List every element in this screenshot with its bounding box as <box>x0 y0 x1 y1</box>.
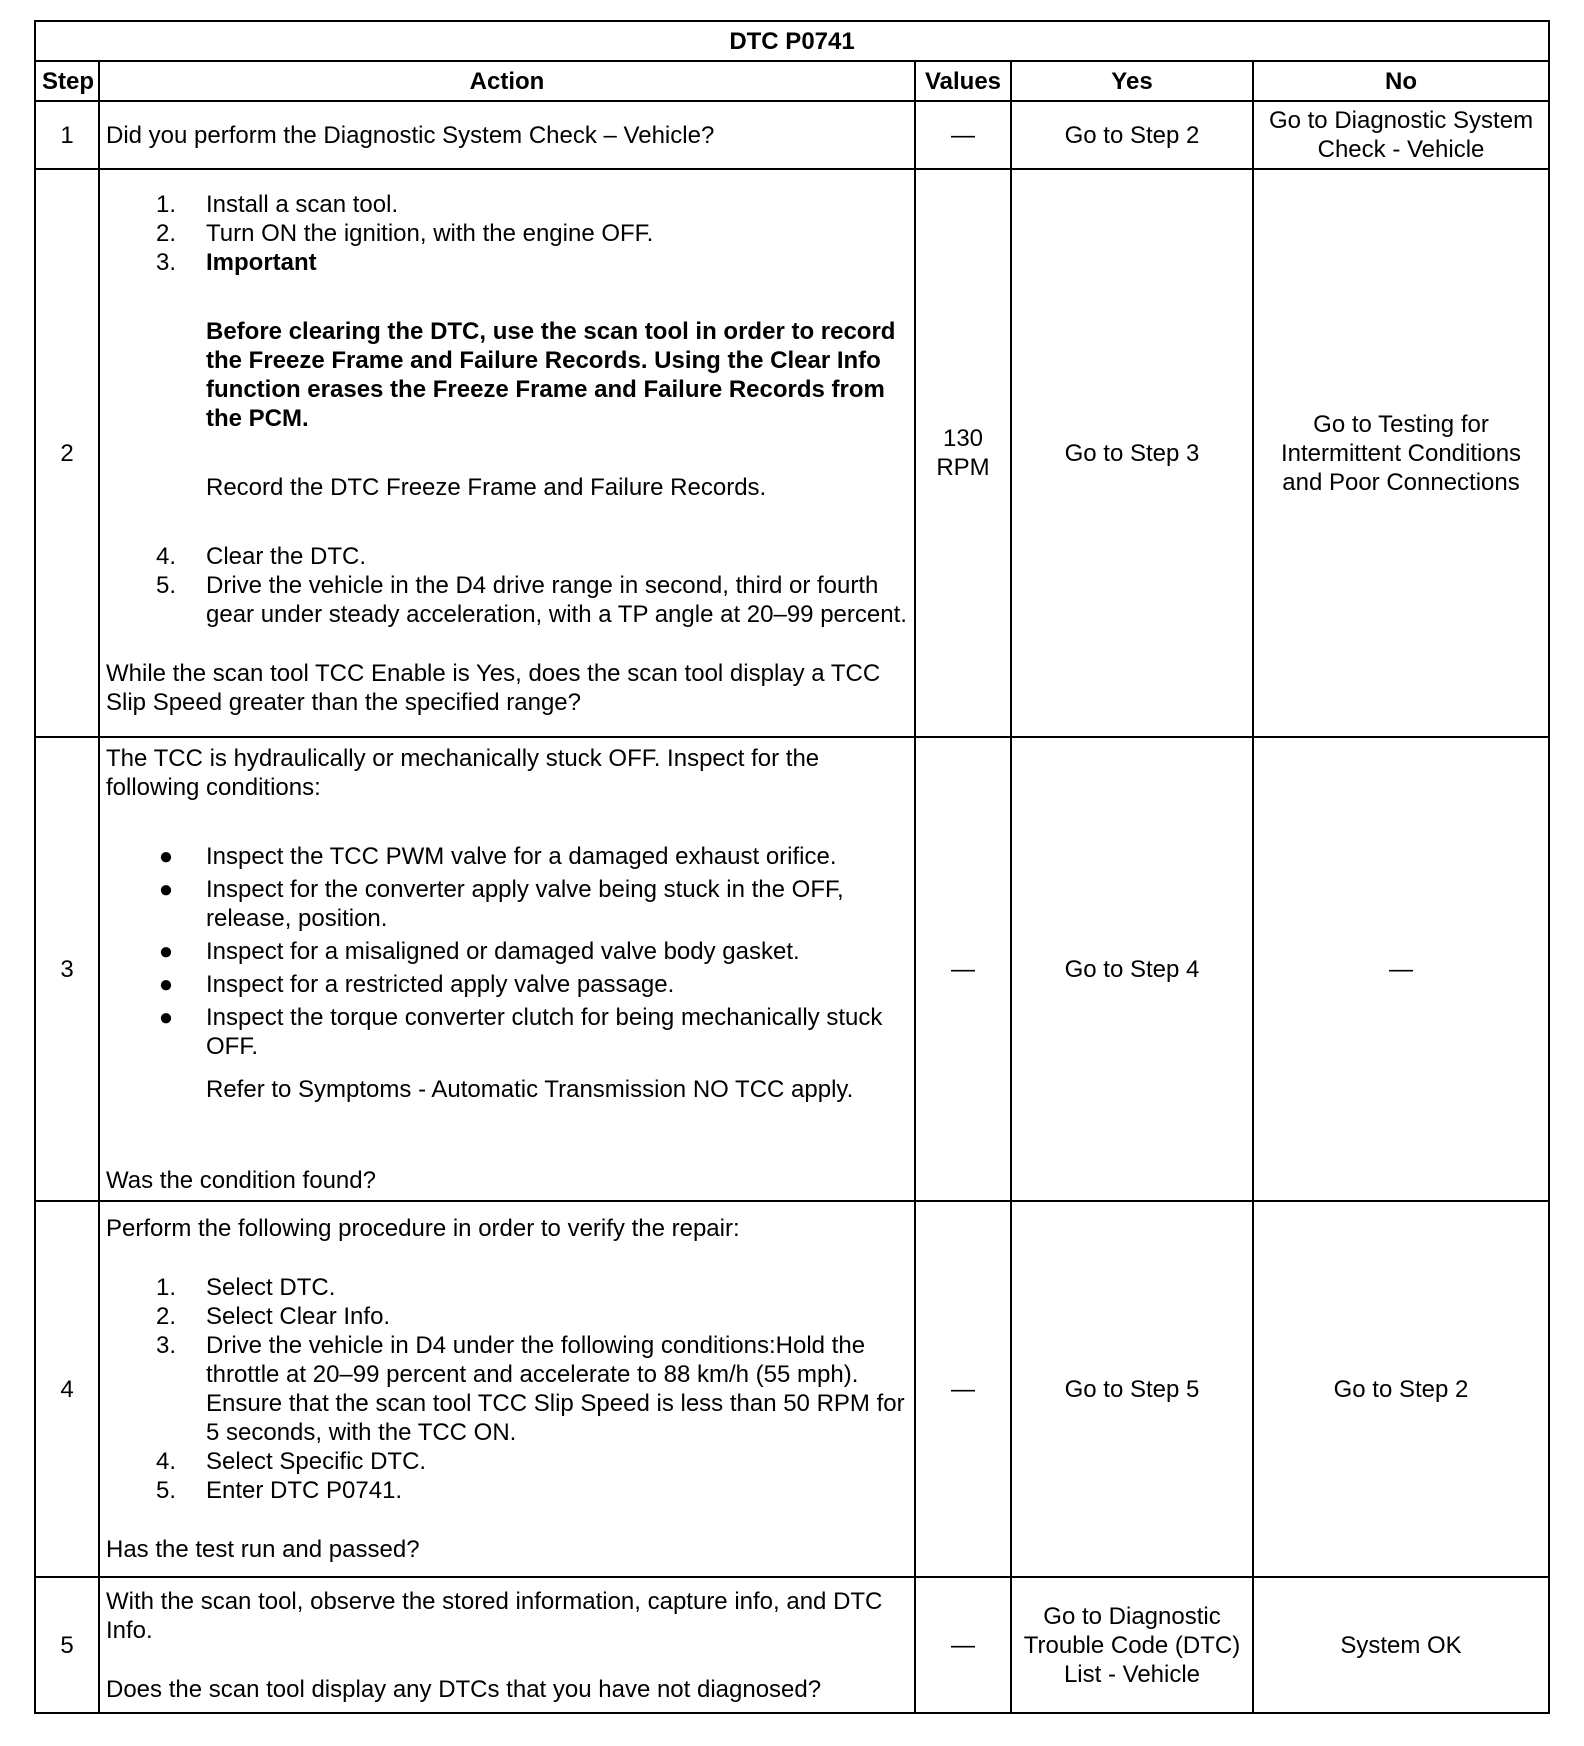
question-text: Was the condition found? <box>106 1166 376 1194</box>
action-cell <box>99 101 915 169</box>
list-item: 3. Important <box>156 248 317 276</box>
question-text: Has the test run and passed? <box>106 1536 420 1563</box>
bullet-icon: ● <box>158 970 174 998</box>
value-number: 130 <box>942 425 984 452</box>
yes-cell: Go to Step 5 <box>1011 1201 1253 1577</box>
list-item: 1. Select DTC. <box>156 1274 336 1301</box>
list-item: 2. Turn ON the ignition, with the engine OFF. <box>156 219 654 247</box>
list-item: ● Inspect the torque converter clutch for being mechanically stuck OFF. <box>106 1003 908 1061</box>
table-row <box>35 737 1549 1201</box>
step-number: 3 <box>35 737 99 1201</box>
important-note: Before clearing the DTC, use the scan tool in order to record the Freeze Frame and Failure Records. Using the Clear Info function erases the Freeze Frame and Failure Records from the PCM. <box>206 317 896 432</box>
values-cell: — <box>915 1201 1011 1577</box>
step-number: 1 <box>35 101 99 169</box>
bullet-icon: ● <box>158 937 174 965</box>
action-cell <box>99 737 915 1201</box>
yes-cell: Go to Diagnostic Trouble Code (DTC) List - Vehicle <box>1011 1577 1253 1713</box>
important-heading: Important <box>206 248 317 276</box>
yes-cell: Go to Step 3 <box>1011 169 1253 737</box>
bullet-icon: ● <box>158 875 174 903</box>
action-cell <box>99 1201 915 1577</box>
no-cell: System OK <box>1253 1577 1549 1713</box>
action-cell <box>99 1577 915 1713</box>
list-item: 2. Select Clear Info. <box>156 1303 391 1330</box>
intro-text: The TCC is hydraulically or mechanically stuck OFF. Inspect for the following conditions: <box>106 744 820 801</box>
bullet-icon: ● <box>158 842 174 870</box>
list-item: ● Inspect the TCC PWM valve for a damaged exhaust orifice. <box>106 842 908 871</box>
header-values: Values <box>915 61 1011 101</box>
step-number: 2 <box>35 169 99 737</box>
values-cell: — <box>915 1577 1011 1713</box>
refer-text: Refer to Symptoms - Automatic Transmission NO TCC apply. <box>206 1075 854 1103</box>
no-cell: Go to Diagnostic System Check - Vehicle <box>1253 101 1549 169</box>
list-item: 4. Clear the DTC. <box>156 542 367 570</box>
header-row <box>35 61 1549 101</box>
title-row <box>35 21 1549 61</box>
table-row <box>35 101 1549 169</box>
inspection-list <box>106 842 908 1061</box>
header-no: No <box>1253 61 1549 101</box>
list-item: 1. Install a scan tool. <box>156 190 399 218</box>
action-cell <box>99 169 915 737</box>
no-cell: Go to Testing for Intermittent Conditions and Poor Connections <box>1253 169 1549 737</box>
question-text: While the scan tool TCC Enable is Yes, does the scan tool display a TCC Slip Speed greater than the specified range? <box>106 659 881 716</box>
question-text: Does the scan tool display any DTCs that you have not diagnosed? <box>106 1675 822 1703</box>
table-title: DTC P0741 <box>35 21 1549 61</box>
list-item: 5. Drive the vehicle in the D4 drive range in second, third or fourth gear under steady acceleration, with a TP angle at 20–99 percent. <box>156 571 907 628</box>
table-row <box>35 169 1549 737</box>
procedure-list <box>106 1273 908 1505</box>
no-cell: Go to Step 2 <box>1253 1201 1549 1577</box>
list-item: 5. Enter DTC P0741. <box>156 1477 403 1504</box>
yes-cell: Go to Step 2 <box>1011 101 1253 169</box>
table-row <box>35 1201 1549 1577</box>
header-step: Step <box>35 61 99 101</box>
procedure-list <box>106 190 908 277</box>
dtc-table <box>34 20 1550 1714</box>
list-item: 4. Select Specific DTC. <box>156 1448 427 1475</box>
values-cell <box>915 169 1011 737</box>
list-item: ● Inspect for a restricted apply valve passage. <box>106 970 908 999</box>
record-instruction: Record the DTC Freeze Frame and Failure Records. <box>206 473 767 501</box>
step-number: 4 <box>35 1201 99 1577</box>
list-item: ● Inspect for a misaligned or damaged valve body gasket. <box>106 937 908 966</box>
no-cell: — <box>1253 737 1549 1201</box>
list-item: ● Inspect for the converter apply valve being stuck in the OFF, release, position. <box>106 875 908 933</box>
table-row <box>35 1577 1549 1713</box>
header-action: Action <box>99 61 915 101</box>
list-item: 3. Drive the vehicle in D4 under the following conditions:Hold the throttle at 20–99 percent and accelerate to 88 km/h (55 mph). Ensure that the scan tool TCC Slip Speed is less than 50 RPM for 5 seconds, with the TCC ON. <box>156 1332 905 1446</box>
procedure-list-continued <box>106 542 908 629</box>
intro-text: With the scan tool, observe the stored information, capture info, and DTC Info. <box>106 1587 883 1644</box>
step-number: 5 <box>35 1577 99 1713</box>
intro-text: Perform the following procedure in order to verify the repair: <box>106 1215 740 1242</box>
value-unit: RPM <box>936 454 990 481</box>
yes-cell: Go to Step 4 <box>1011 737 1253 1201</box>
header-yes: Yes <box>1011 61 1253 101</box>
values-cell: — <box>915 101 1011 169</box>
bullet-icon: ● <box>158 1003 174 1031</box>
question-text: Did you perform the Diagnostic System Check – Vehicle? <box>106 121 715 149</box>
values-cell: — <box>915 737 1011 1201</box>
